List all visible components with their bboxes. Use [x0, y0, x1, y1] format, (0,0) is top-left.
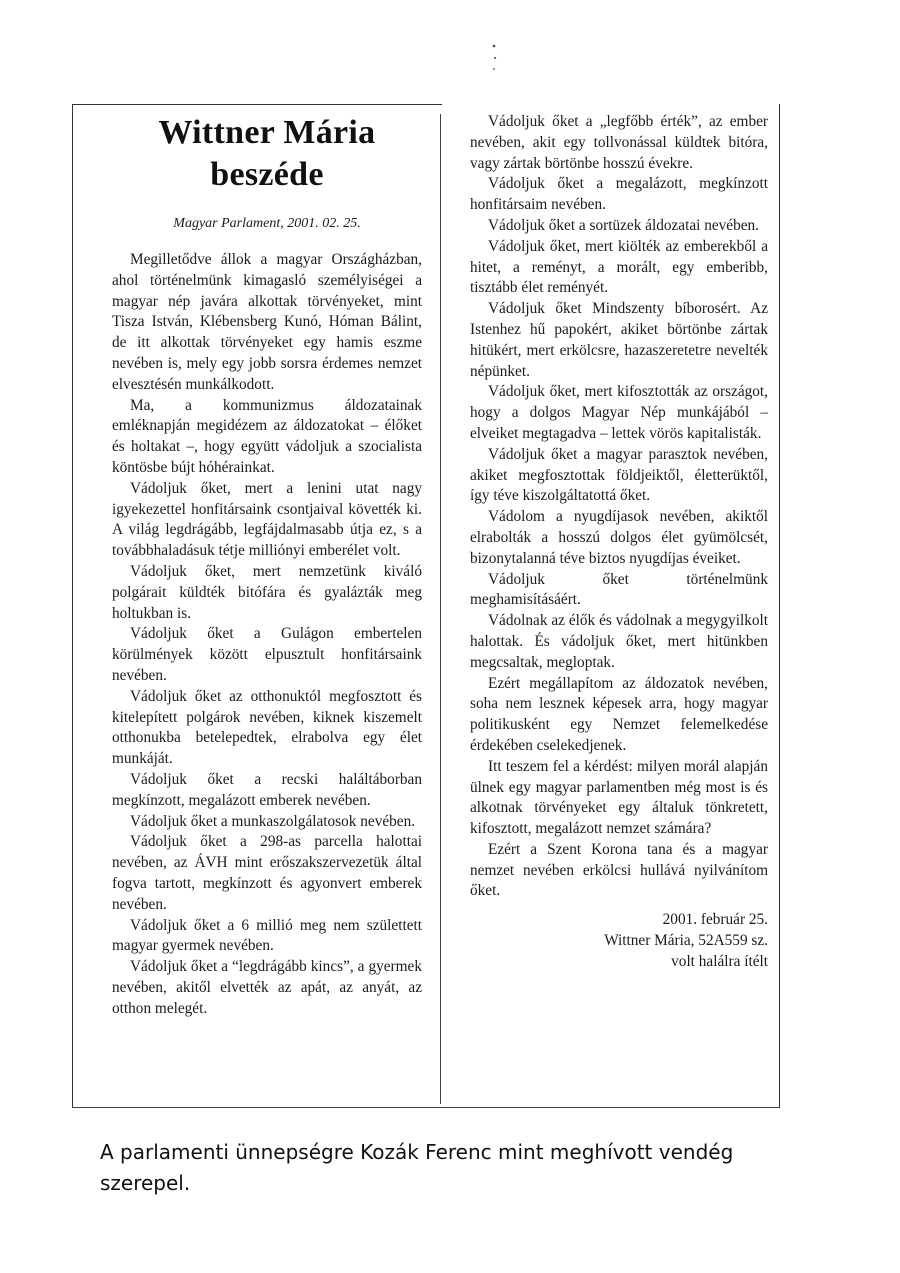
signature-name: Wittner Mária, 52A559 sz.	[604, 932, 768, 950]
signature-date: 2001. február 25.	[662, 911, 768, 929]
article-paragraph: Vádoljuk őket, mert kiölték az emberekből a hitet, a reményt, a morált, egy emberibb, tisztább élet reményét.	[470, 237, 768, 297]
article-paragraph: Vádolnak az élők és vádolnak a megygyilkolt halottak. És vádoljuk őket, mert hitünkben megcsaltak, megloptak.	[470, 612, 768, 671]
article-paragraph: Vádolom a nyugdíjasok nevében, akiktől elrabolták a hosszú dolgos élet gyümölcsét, bizonytalanná téve biztos nyugdíjas éveiket.	[470, 508, 768, 567]
right-column	[470, 112, 768, 973]
article-paragraph: Vádoljuk őket a „legfőbb érték”, az ember nevében, akit egy tollvonással küldtek bitóra, vagy zártak börtönbe hosszú évekre.	[470, 113, 768, 172]
left-column-body	[112, 250, 422, 1019]
left-column	[112, 112, 422, 1019]
article-paragraph: Vádoljuk őket a magyar parasztok nevében, akiket megfosztottak földjeiktől, életterüktől, így téve kiszolgáltatottá őket.	[470, 445, 768, 505]
article-paragraph: Ezért megállapítom az áldozatok nevében, soha nem lesznek képesek arra, hogy magyar politikusként egy Nemzet felemelkedése érdekében cselekedjenek.	[470, 674, 768, 754]
article-paragraph: Ma, a kommunizmus áldozatainak emléknapján megidézem az áldozatokat – élőket és holtakat –, hogy együtt vádoljuk a szocialista köntösbe bújt hóhérainkat.	[112, 396, 422, 476]
article-paragraph: Vádoljuk őket, mert a lenini utat nagy igyekezettel honfitársaink csontjaival követték ki. A világ legdrágább, legfájdalmasabb útja ez, s a továbbhaladásuk tétje milliónyi emberélet volt.	[112, 479, 422, 560]
article-dateline: Magyar Parlament, 2001. 02. 25.	[173, 216, 361, 231]
article-paragraph: Vádoljuk őket a megalázott, megkínzott honfitársaim nevében.	[470, 175, 768, 214]
article-paragraph: Vádoljuk őket a Gulágon embertelen körülmények között elpusztult honfitársaink nevében.	[112, 625, 422, 684]
headline-line-2: beszéde	[210, 156, 324, 193]
article-paragraph: Ezért a Szent Korona tana és a magyar nemzet nevében erkölcsi hullává nyilvánítom őket.	[470, 840, 768, 900]
article-paragraph: Vádoljuk őket a sortüzek áldozatai nevében.	[488, 216, 759, 234]
article-paragraph: Vádoljuk őket, mert kifosztották az országot, hogy a dolgos Magyar Nép munkájából – elveiket megtagadva – lettek vörös kapitalisták.	[470, 383, 768, 442]
clipping-top-rule	[72, 104, 442, 105]
article-paragraph: Vádoljuk őket a 298-as parcella halottai nevében, az ÁVH mint erőszakszervezetük által fogva tartott, megkínzott és agyonvert emberek nevében.	[112, 833, 422, 913]
article-paragraph: Vádoljuk őket a “legdrágább kincs”, a gyermek nevében, akitől elvették az apát, az anyát, az otthon melegét.	[112, 958, 422, 1017]
newspaper-clipping	[72, 104, 780, 1108]
article-paragraph: Vádoljuk őket Mindszenty bíborosért. Az Istenhez hű papokért, akiket börtönbe zártak hitükért, mert erkölcsre, hazaszeretetre nevelték népünket.	[470, 300, 768, 380]
article-paragraph: Vádoljuk őket a recski haláltáborban megkínzott, megalázott emberek nevében.	[112, 770, 422, 809]
scan-specks	[488, 42, 500, 72]
signature-note: volt halálra ítélt	[671, 952, 768, 970]
column-separator	[440, 114, 441, 1104]
article-paragraph: Vádoljuk őket, mert nemzetünk kiváló polgárait küldték bitófára és gyalázták meg holtukban is.	[112, 562, 422, 622]
article-paragraph: Vádoljuk őket az otthonuktól megfosztott és kitelepített polgárok nevében, kiknek kiszemelt otthonukba betelepedtek, elrabolva egy élet munkáját.	[112, 687, 422, 768]
article-paragraph: Vádoljuk őket a 6 millió meg nem születtett magyar gyermek nevében.	[112, 916, 422, 955]
headline-line-1: Wittner Mária	[158, 114, 376, 151]
clipping-right-rule	[779, 104, 780, 1108]
clipping-left-rule	[72, 104, 73, 1108]
clipping-bottom-rule	[72, 1107, 780, 1108]
article-paragraph: Vádoljuk őket a munkaszolgálatosok nevében.	[130, 812, 416, 830]
article-paragraph: Megilletődve állok a magyar Országházban, ahol történelmünk kimagasló személyiségei a magyar nép javára alkottak törvényeket, mint Tisza István, Klébensberg Kunó, Hóman Bálint, de itt alkottak törvényeket egy hamis eszme nevében is, mely egy jobb sorsra érdemes nemzet elvesztésén munkálkodott.	[112, 251, 422, 393]
signature-block	[470, 910, 768, 972]
right-column-body	[470, 112, 768, 902]
article-paragraph: Itt teszem fel a kérdést: milyen morál alapján ülnek egy magyar parlamentben még most is és alkotnak törvényeket egy általuk tönkretett, kifosztott, megalázott nemzet számára?	[470, 757, 768, 838]
article-headline	[112, 112, 422, 196]
article-paragraph: Vádoljuk őket történelmünk meghamisításáért.	[470, 570, 768, 609]
page-caption: A parlamenti ünnepségre Kozák Ferenc mint meghívott vendég szerepel.	[100, 1140, 734, 1195]
